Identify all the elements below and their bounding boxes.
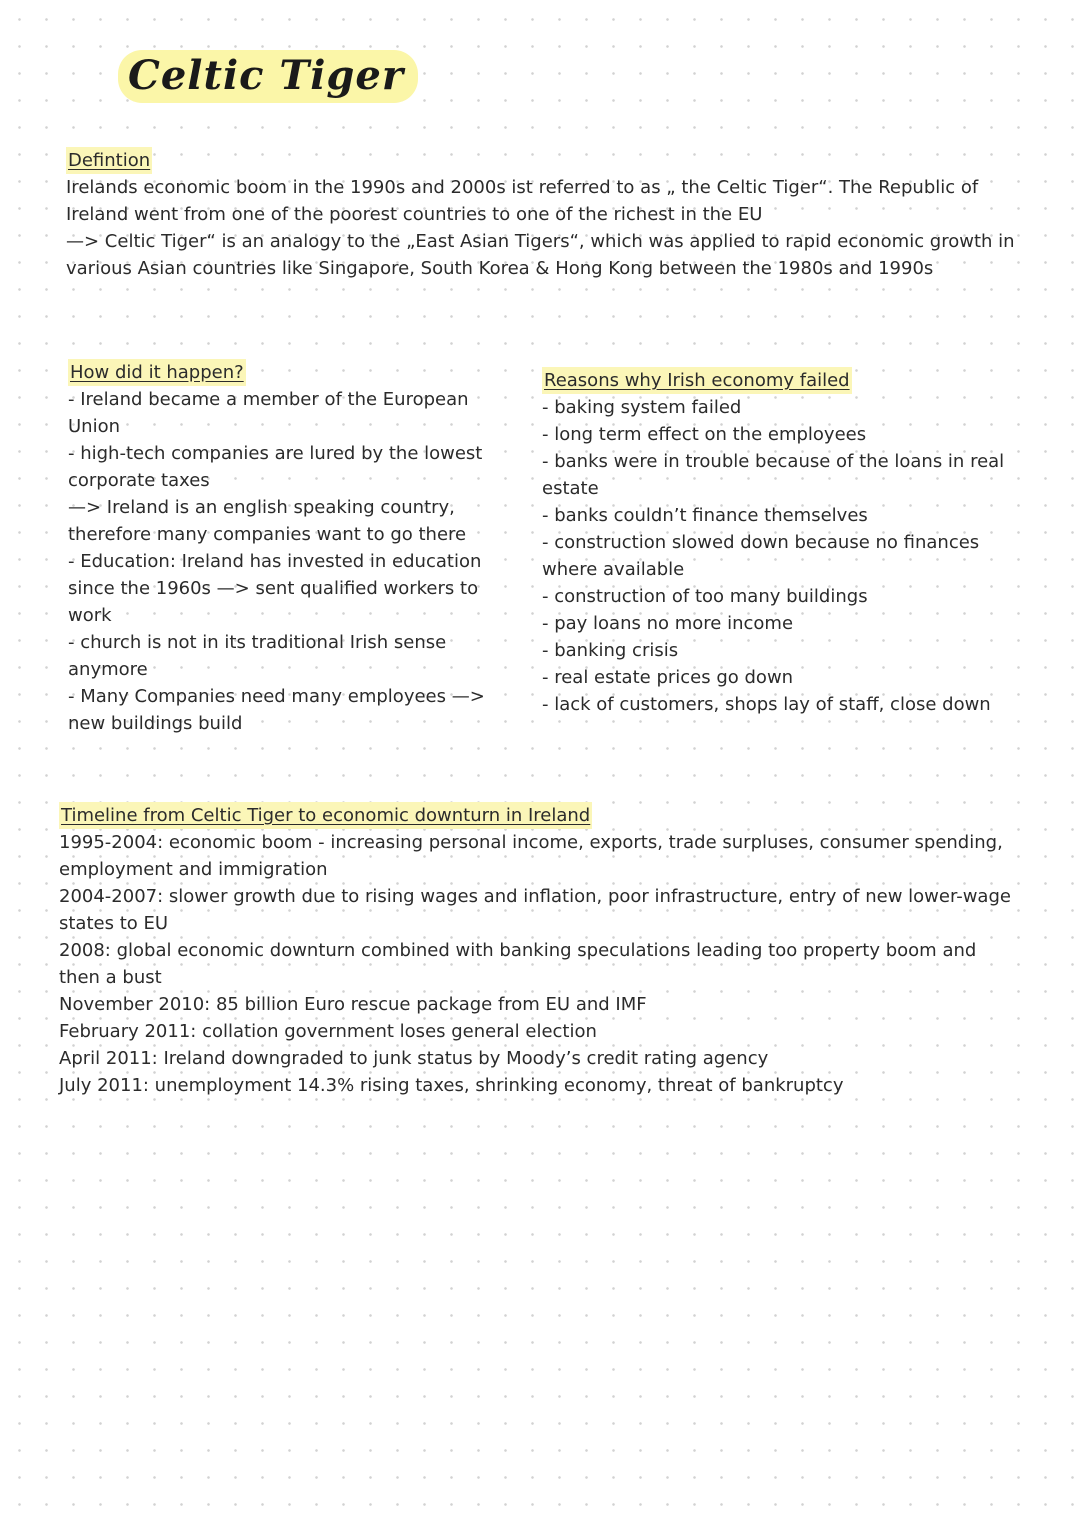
text-line: employment and immigration (59, 859, 328, 880)
text-line: - Education: Ireland has invested in education (68, 551, 482, 572)
text-line: 2004-2007: slower growth due to rising wages and inflation, poor infrastructure, entry of new lower-wage (59, 886, 1011, 907)
text-line: corporate taxes (68, 470, 210, 491)
text-line: - lack of customers, shops lay of staff, close down (542, 694, 991, 715)
definition-heading: Defintion (66, 147, 152, 174)
text-line: - real estate prices go down (542, 667, 794, 688)
timeline-list (59, 829, 1039, 1099)
text-line: therefore many companies want to go there (68, 524, 467, 545)
text-line: 2008: global economic downturn combined with banking speculations leading too property boom and (59, 940, 977, 961)
text-line: April 2011: Ireland downgraded to junk status by Moody’s credit rating agency (59, 1048, 769, 1069)
how-section (68, 359, 498, 737)
text-line: - high-tech companies are lured by the lowest (68, 443, 483, 464)
text-line: Ireland went from one of the poorest countries to one of the richest in the EU (66, 204, 763, 225)
text-line: - banks were in trouble because of the loans in real (542, 451, 1005, 472)
text-line: - Ireland became a member of the European (68, 389, 469, 410)
text-line: - construction of too many buildings (542, 586, 868, 607)
text-line: - construction slowed down because no finances (542, 532, 980, 553)
text-line: - long term effect on the employees (542, 424, 867, 445)
text-line: November 2010: 85 billion Euro rescue package from EU and IMF (59, 994, 647, 1015)
how-list (68, 386, 498, 737)
text-line: —> Celtic Tiger“ is an analogy to the „East Asian Tigers“, which was applied to rapid economic growth in (66, 231, 1015, 252)
text-line: then a bust (59, 967, 162, 988)
text-line: February 2011: collation government loses general election (59, 1021, 597, 1042)
text-line: new buildings build (68, 713, 243, 734)
text-line: Irelands economic boom in the 1990s and 2000s ist referred to as „ the Celtic Tiger“. The Republic of (66, 177, 979, 198)
text-line: work (68, 605, 112, 626)
text-line: - Many Companies need many employees —> (68, 686, 485, 707)
text-line: since the 1960s —> sent qualified workers to (68, 578, 479, 599)
definition-section (66, 147, 1026, 282)
reasons-section (542, 367, 1022, 718)
text-line: estate (542, 478, 599, 499)
definition-text (66, 174, 1026, 282)
text-line: July 2011: unemployment 14.3% rising taxes, shrinking economy, threat of bankruptcy (59, 1075, 844, 1096)
how-heading: How did it happen? (68, 359, 246, 386)
timeline-heading: Timeline from Celtic Tiger to economic downturn in Ireland (59, 802, 592, 829)
text-line: —> Ireland is an english speaking country, (68, 497, 455, 518)
text-line: - baking system failed (542, 397, 742, 418)
reasons-heading: Reasons why Irish economy failed (542, 367, 852, 394)
text-line: - pay loans no more income (542, 613, 794, 634)
page-title: Celtic Tiger (118, 50, 418, 103)
text-line: various Asian countries like Singapore, South Korea & Hong Kong between the 1980s and 1990s (66, 258, 934, 279)
text-line: 1995-2004: economic boom - increasing personal income, exports, trade surpluses, consumer spending, (59, 832, 1003, 853)
text-line: anymore (68, 659, 148, 680)
text-line: where available (542, 559, 685, 580)
text-line: - church is not in its traditional Irish sense (68, 632, 447, 653)
text-line: states to EU (59, 913, 169, 934)
timeline-section (59, 802, 1039, 1099)
text-line: - banking crisis (542, 640, 679, 661)
text-line: - banks couldn’t finance themselves (542, 505, 868, 526)
reasons-list (542, 394, 1022, 718)
text-line: Union (68, 416, 121, 437)
